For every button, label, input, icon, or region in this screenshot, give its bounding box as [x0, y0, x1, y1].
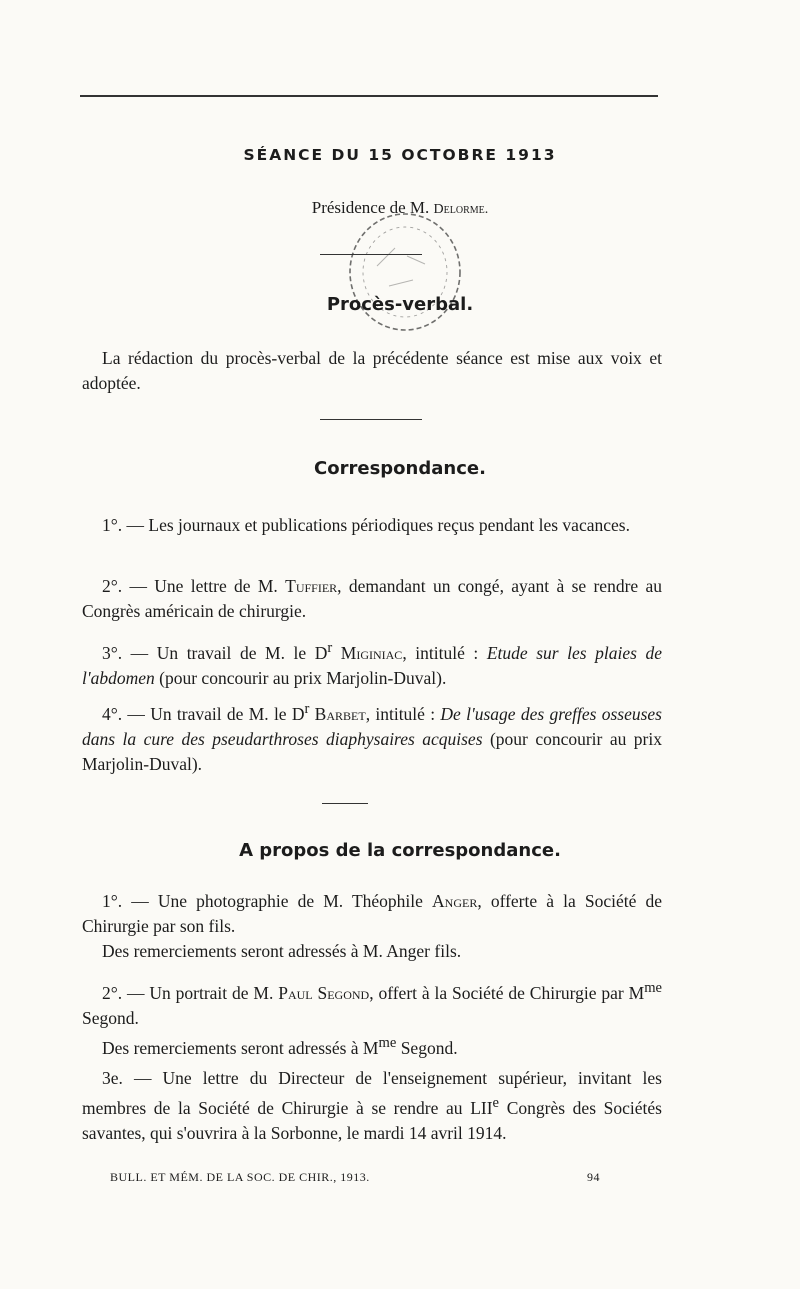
seance-title: SÉANCE DU 15 OCTOBRE 1913	[243, 146, 557, 164]
journal-citation: BULL. ET MÉM. DE LA SOC. DE CHIR., 1913.	[110, 1170, 370, 1184]
person-name: Barbet	[314, 703, 366, 724]
library-stamp-icon	[337, 206, 472, 341]
item-number: 2°. —	[102, 982, 150, 1003]
person-name: Anger	[432, 891, 478, 911]
top-rule	[80, 95, 658, 97]
item-number: 3°. —	[102, 642, 157, 663]
a-propos-item-1: 1°. — Une photographie de M. Théophile Anger, offerte à la Société de Chirurgie par son fils. Des remerciements seront adressés à M. Anger fils.	[82, 889, 662, 964]
item-text: Les journaux et publications périodiques reçus pendant les vacances.	[148, 515, 630, 535]
stamp-rule	[320, 254, 422, 255]
a-propos-item-2: 2°. — Un portrait de M. Paul Segond, offert à la Société de Chirurgie par $M^{me}$ Segond. Des remerciements seront adressés à $M^{me}$ Segond.	[82, 976, 662, 1061]
work-title: Etude sur les plaies de l'abdomen	[82, 642, 663, 688]
item-number: 1°. —	[102, 515, 149, 535]
correspondance-item-4: 4°. — Un travail de M. le $D^r$ Barbet, intitulé : De l'usage des greffes osseuses dans la cure des pseudarthroses diaphysaires acquises (pour concourir au prix Marjolin-Duval).	[82, 701, 662, 774]
proces-verbal-heading: Procès-verbal.	[326, 294, 474, 315]
person-name: Tuffier	[285, 576, 338, 596]
section-rule	[320, 419, 422, 420]
correspondance-item-3: 3°. — Un travail de M. le $D^r$ Miginiac, intitulé : Etude sur les plaies de l'abdomen (pour concourir au prix Marjolin-Duval).	[82, 640, 663, 688]
item-number: 2°. —	[102, 576, 155, 596]
thanks-line: Des remerciements seront adressés à M. Anger fils.	[102, 941, 462, 961]
work-title: De l'usage des greffes osseuses dans la cure des pseudarthroses diaphysaires acquises	[82, 703, 662, 749]
thanks-line: Des remerciements seront adressés à $M^{me}$ Segond.	[102, 1034, 458, 1058]
president-name: Delorme.	[433, 202, 489, 217]
person-name: Miginiac	[340, 642, 403, 663]
correspondance-item-2: 2°. — Une lettre de M. Tuffier, demandant un congé, ayant à se rendre au Congrès américain de chirurgie.	[82, 576, 663, 621]
correspondance-heading: Correspondance.	[314, 458, 486, 479]
presidence-line	[0, 198, 800, 218]
person-name: Paul Segond	[278, 982, 370, 1003]
proces-verbal-paragraph: La rédaction du procès-verbal de la précédente séance est mise aux voix et adoptée.	[82, 348, 662, 393]
correspondance-item-1	[82, 513, 662, 538]
presidence-prefix: Présidence de M.	[311, 198, 434, 217]
page-number: 94	[587, 1170, 600, 1184]
item-number: 4°. —	[102, 703, 151, 724]
section-rule	[322, 803, 368, 804]
a-propos-item-3: 3e. — Une lettre du Directeur de l'enseignement supérieur, invitant les membres de la Société de Chirurgie à se rendre au LIIe Congrès des Sociétés savantes, qui s'ouvrira à la Sorbonne, le mardi 14 avril 1914.	[82, 1068, 662, 1143]
proces-verbal-text	[82, 346, 662, 396]
item-number: 3e. —	[102, 1068, 163, 1088]
a-propos-heading: A propos de la correspondance.	[239, 840, 561, 861]
item-number: 1°. —	[102, 891, 158, 911]
